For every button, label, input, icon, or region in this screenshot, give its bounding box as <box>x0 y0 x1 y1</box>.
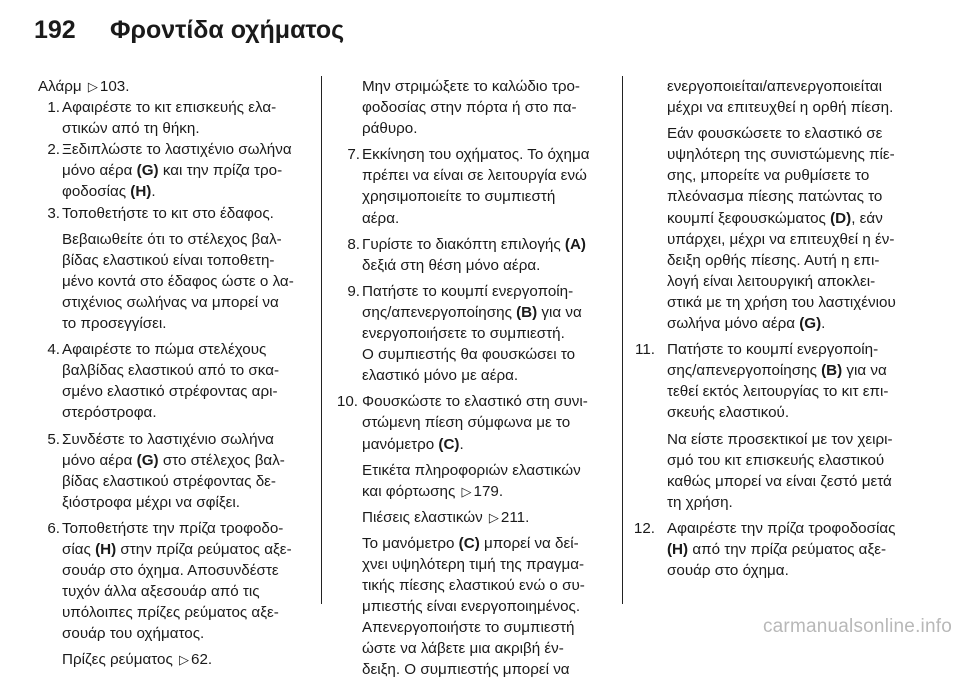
column-divider-1 <box>321 76 322 604</box>
step-1: 1. Αφαιρέστε το κιτ επισκευής ελα- στικών από τη θήκη. <box>47 99 277 138</box>
page-footer <box>0 612 960 642</box>
arrow-ref-icon: ▷ <box>488 509 499 525</box>
step-3: 3. Τοποθετήστε το κιτ στο έδαφος. <box>47 204 274 222</box>
arrow-ref-icon: ▷ <box>87 79 98 94</box>
step-10-note: Το μανόμετρο (C) μπορεί να δεί- χνει υψηλότερη τιμή της πραγμα- τικής πίεσης ελαστικού ενώ ο συ- μπιεστής είναι ενεργοποιημένος. Απενεργοποιήστε το συμπιεστή ώστε να λάβετε μια ακριβή έν- δειξη. Ο συμπιεστής μπορεί να <box>362 534 585 679</box>
page-header <box>0 0 960 62</box>
step-6-continued: Μην στριμώξετε το καλώδιο τρο- φοδοσίας στην πόρτα ή στο πα- ράθυρο. <box>362 78 580 138</box>
column-1 <box>38 76 306 671</box>
step-8: 8. Γυρίστε το διακόπτη επιλογής (A) δεξιά στη θέση μόνο αέρα. <box>347 235 586 274</box>
column-3 <box>635 76 925 581</box>
column-divider-2 <box>622 76 623 604</box>
step-4: 4. Αφαιρέστε το πώμα στελέχους βαλβίδας ελαστικού από το σκα- σμένο ελαστικό στρέφοντας αρι- στερόστροφα. <box>47 341 280 422</box>
column-2 <box>338 76 612 681</box>
overinflation-note: Εάν φουσκώσετε το ελαστικό σε υψηλότερη της συνιστώμενης πίε- σης, μπορείτε να ρυθμίσετε το πλεόνασμα πίεσης πατώντας το κουμπί ξεφουσκώματος (D), εάν υπάρχει, μέχρι να επιτευχθεί η έν- δειξη ορθής πίεσης. Αυτή η επι- λογή είναι λειτουργική αποκλει- στικά με τη χρήση του λαστιχένιου σωλήνα μόνο αέρα (G). <box>667 125 896 333</box>
step-10-note-continued: ενεργοποιείται/απενεργοποιείται μέχρι να επιτευχθεί η ορθή πίεση. <box>667 78 894 117</box>
step-5: 5. Συνδέστε το λαστιχένιο σωλήνα μόνο αέρα (G) στο στέλεχος βαλ- βίδας ελαστικού στρέφοντας δε- ξιόστροφα μέχρι να σφίξει. <box>47 430 285 511</box>
watermark: carmanualsonline.info <box>762 616 952 637</box>
arrow-ref-icon: ▷ <box>179 652 190 668</box>
page-number: 192 <box>34 16 76 44</box>
intro-line: Αλάρμ ▷ 103. <box>38 76 306 97</box>
step-6: 6. Τοποθετήστε την πρίζα τροφοδο- σίας (H) στην πρίζα ρεύματος αξε- σουάρ στο όχημα. Αποσυνδέστε τυχόν άλλα αξεσουάρ από τις υπόλοιπες πρίζες ρεύματος αξε- σουάρ του οχήματος. <box>47 519 292 643</box>
step-2: 2. Ξεδιπλώστε το λαστιχένιο σωλήνα μόνο αέρα (G) και την πρίζα τρο- φοδοσίας (H). <box>47 141 292 201</box>
step-9: 9. Πατήστε το κουμπί ενεργοποίη- σης/απενεργοποίησης (B) για να ενεργοποιήσετε το συμπιεστή. Ο συμπιεστής θα φουσκώσει το ελαστικό μόνο με αέρα. <box>347 282 582 385</box>
step-7: 7. Εκκίνηση του οχήματος. Το όχημα πρέπει να είναι σε λειτουργία ενώ χρησιμοποιείτε το συμπιεστή αέρα. <box>347 146 590 227</box>
arrow-ref-icon: ▷ <box>461 483 472 499</box>
step-12: 12. Αφαιρέστε την πρίζα τροφοδοσίας (H) από την πρίζα ρεύματος αξε- σουάρ στο όχημα. <box>633 519 896 580</box>
step-10-refs: Ετικέτα πληροφοριών ελαστικών και φόρτωσης ▷ 179. <box>338 460 612 502</box>
page-title: Φροντίδα οχήματος <box>110 16 345 44</box>
step-11: 11. Πατήστε το κουμπί ενεργοποίη- σης/απενεργοποίησης (B) για να τεθεί εκτός λειτουργίας το κιτ επι- σκευής ελαστικού. <box>635 341 889 422</box>
step-10: 10. Φουσκώστε το ελαστικό στη συνι- στώμενη πίεση σύμφωνα με το μανόμετρο (C). <box>336 393 588 453</box>
step-10-ref-2: Πιέσεις ελαστικών ▷ 211. <box>338 507 612 528</box>
step-3-note: Βεβαιωθείτε ότι το στέλεχος βαλ- βίδας ελαστικού είναι τοποθετη- μένο κοντά στο έδαφος ώστε ο λα- στιχένιος σωλήνας να μπορεί να το προσεγγίσει. <box>62 230 294 333</box>
step-6-note: Πρίζες ρεύματος ▷ 62. <box>38 649 306 670</box>
step-11-note: Να είστε προσεκτικοί με τον χειρι- σμό του κιτ επισκευής ελαστικού καθώς μπορεί να είναι ζεστό μετά τη χρήση. <box>667 430 893 511</box>
